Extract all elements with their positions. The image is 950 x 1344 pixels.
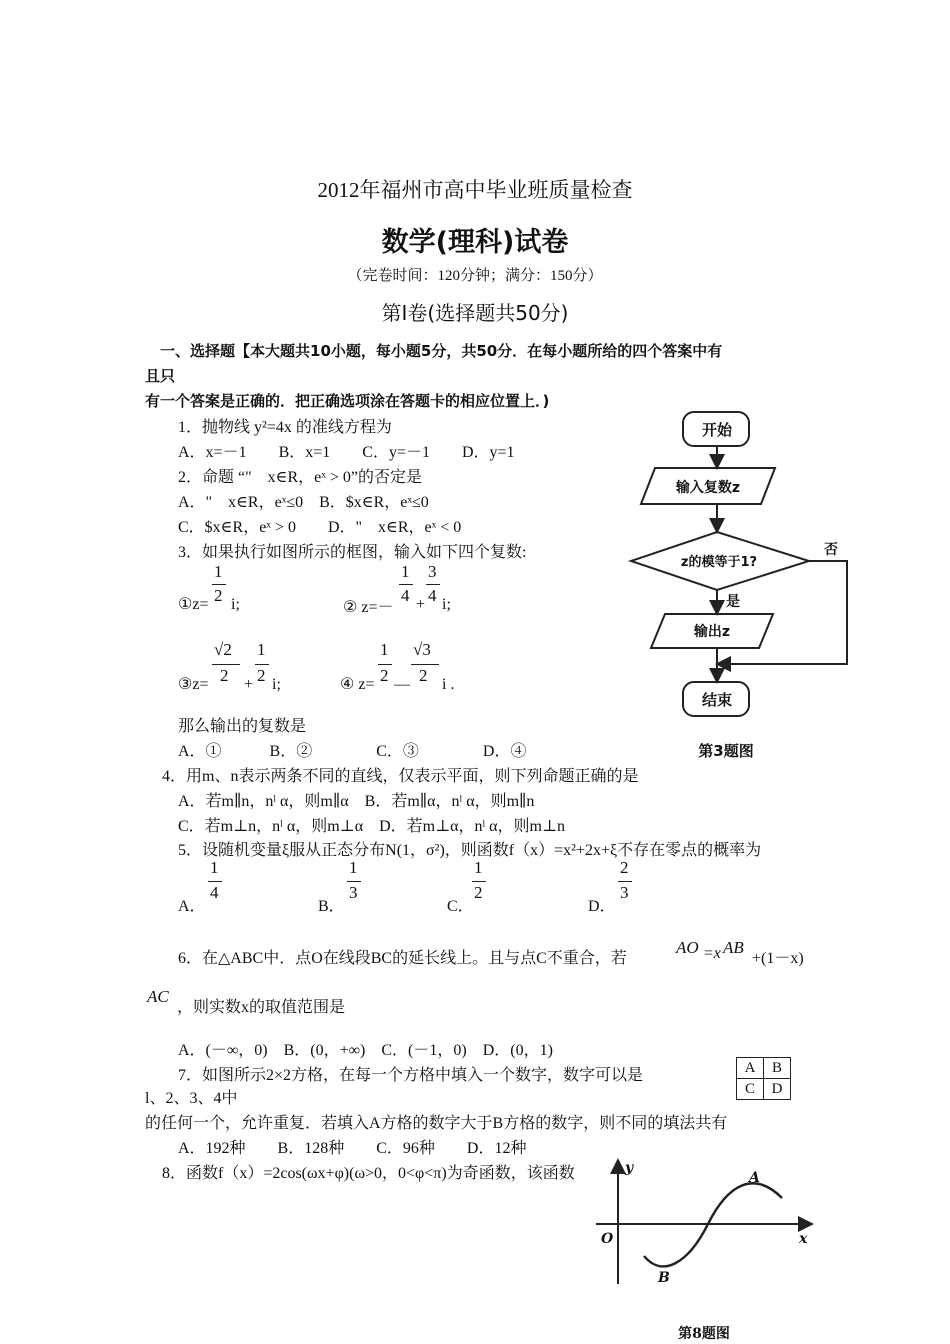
paper-title: 数学(理科)试卷 <box>381 227 569 258</box>
q3-c4-tail: i . <box>442 676 455 693</box>
q3-c4-num2: √3 <box>413 640 431 659</box>
q3-c2-bar2 <box>426 584 440 585</box>
exam-title: 2012年福州市高中毕业班质量检查 <box>317 178 633 202</box>
q6-tail: +(1－x) <box>752 950 804 967</box>
q3-c3-den2: 2 <box>257 666 266 685</box>
q6-stem-2: ，则实数x的取值范围是 <box>177 999 346 1016</box>
q3-choice-2: ② z=－ <box>343 599 394 616</box>
q3-c2-num2: 3 <box>428 562 437 581</box>
q3-c2-tail: i; <box>442 596 451 613</box>
q2-options-ab: A．" x∈R，eˣ≤0 B．$x∈R，eˣ≤0 <box>178 494 429 511</box>
q6-vector-ab: AB <box>723 938 744 957</box>
q3-c3-tail: i; <box>272 676 281 693</box>
q5-option-a: A． <box>178 898 206 915</box>
q8-caption: 第8题图 <box>678 1326 730 1342</box>
q7-cell-b: B <box>764 1058 791 1079</box>
q8-stem: 8．函数f（x）=2cos(ωx+φ)(ω>0，0<φ<π)为奇函数，该函数 <box>162 1165 575 1182</box>
q2-options-cd: C．$x∈R，eˣ > 0 D．" x∈R，eˣ < 0 <box>178 519 462 536</box>
q3-c3-num2: 1 <box>257 640 266 659</box>
q4-options-cd: C．若m⊥n，nˡ α，则m⊥α D．若m⊥α，nˡ α，则m⊥n <box>178 818 566 835</box>
q7-grid <box>736 1057 791 1100</box>
q5-a-num: 1 <box>210 858 219 877</box>
q3-choice-1: ①z= <box>178 596 209 613</box>
q3-c4-bar2 <box>411 664 439 665</box>
q3-stem: 3．如果执行如图所示的框图，输入如下四个复数: <box>178 544 527 561</box>
q3-c4-den1: 2 <box>380 666 389 685</box>
q8-point-a-label: A <box>749 1170 760 1186</box>
q7-stem-2: 的任何一个，允许重复．若填入A方格的数字大于B方格的数字，则不同的填法共有 <box>145 1115 728 1132</box>
flow-output-label: 输出z <box>693 624 731 640</box>
q5-option-d: D． <box>588 898 616 915</box>
q4-options-ab: A．若m∥n，nˡ α，则m∥α B．若m∥α，nˡ α，则m∥n <box>178 793 535 810</box>
q6-vector-ao: AO <box>676 938 699 957</box>
section-line-1: 一、选择题【本大题共10小题，每小题5分，共50分．在每小题所给的四个答案中有 <box>160 342 723 360</box>
q3-c4-den2: 2 <box>419 666 428 685</box>
q3-options: A．① B．② C．③ D．④ <box>178 743 527 760</box>
q5-option-b: B． <box>318 898 345 915</box>
flow-no-label: 否 <box>824 542 838 558</box>
time-note: （完卷时间：120分钟；满分：150分） <box>347 268 603 284</box>
q6-vector-ac: AC <box>147 987 169 1006</box>
q1-stem: 1．抛物线 y²=4x 的准线方程为 <box>178 419 392 436</box>
q3-c1-tail: i; <box>231 596 240 613</box>
q5-stem: 5．设随机变量ξ服从正态分布N(1，σ²)，则函数f（x）=x²+2x+ξ不存在零点的概率为 <box>178 842 762 859</box>
section-line-3: 有一个答案是正确的．把正确选项涂在答题卡的相应位置上．) <box>145 392 550 410</box>
q3-c2-den1: 4 <box>401 586 410 605</box>
q8-origin-label: O <box>601 1231 614 1247</box>
flow-decision-label: z的模等于1? <box>680 555 758 570</box>
q5-b-den: 3 <box>349 883 358 902</box>
q7-cell-c: C <box>737 1079 764 1100</box>
q7-cell-a: A <box>737 1058 764 1079</box>
q3-question: 那么输出的复数是 <box>178 718 307 735</box>
part-title: 第Ⅰ卷(选择题共50分) <box>381 301 569 325</box>
q7-options: A．192种 B．128种 C．96种 D．12种 <box>178 1140 527 1157</box>
q5-b-num: 1 <box>349 858 358 877</box>
section-line-2: 且只 <box>145 367 176 385</box>
q1-options: A．x=－1 B．x=1 C．y=－1 D．y=1 <box>178 444 515 461</box>
q7-stem-b: l、2、3、4中 <box>145 1090 238 1107</box>
q3-c2-num1: 1 <box>401 562 410 581</box>
q5-c-bar <box>472 881 486 882</box>
q6-eq-x: =x <box>703 945 721 962</box>
q3-c2-bar1 <box>399 584 413 585</box>
q3-c1-den: 2 <box>214 586 223 605</box>
q3-c4-num1: 1 <box>380 640 389 659</box>
q3-c4-bar1 <box>378 664 392 665</box>
q5-c-den: 2 <box>474 883 483 902</box>
q3-c3-bar2 <box>255 664 269 665</box>
q2-stem: 2．命题 “" x∈R，eˣ > 0”的否定是 <box>178 469 423 486</box>
q4-stem: 4．用m、n表示两条不同的直线，仅表示平面，则下列命题正确的是 <box>162 768 639 785</box>
q3-choice-3: ③z= <box>178 676 209 693</box>
q7-stem: 7．如图所示2×2方格，在每一个方格中填入一个数字，数字可以是 <box>178 1067 644 1084</box>
q3-c3-plus: + <box>244 676 254 693</box>
q5-a-den: 4 <box>210 883 219 902</box>
q3-c2-plus: + <box>416 596 426 613</box>
q8-graph-figure <box>592 1152 822 1342</box>
flowchart-figure <box>625 402 855 767</box>
q3-c1-bar <box>212 584 226 585</box>
q5-d-num: 2 <box>620 858 629 877</box>
q7-cell-d: D <box>764 1079 791 1100</box>
flow-end-label: 结束 <box>701 691 733 709</box>
flow-yes-label: 是 <box>726 594 740 610</box>
flow-start-label: 开始 <box>701 421 733 439</box>
q3-c1-num: 1 <box>214 562 223 581</box>
q6-options: A．(－∞，0) B．(0，+∞) C．(－1，0) D．(0，1) <box>178 1042 553 1059</box>
flow-caption: 第3题图 <box>698 742 754 760</box>
q3-c3-bar1 <box>212 664 240 665</box>
q8-y-label: y <box>625 1160 634 1176</box>
q3-c3-num1: √2 <box>214 640 232 659</box>
q5-a-bar <box>208 881 222 882</box>
q3-c3-den1: 2 <box>220 666 229 685</box>
flow-input-label: 输入复数z <box>675 480 741 496</box>
q8-x-label: x <box>799 1231 808 1247</box>
q5-c-num: 1 <box>474 858 483 877</box>
q5-option-c: C． <box>447 898 474 915</box>
q5-d-bar <box>618 881 632 882</box>
q6-stem: 6．在△ABC中．点O在线段BC的延长线上。且与点C不重合，若 <box>178 950 627 967</box>
q3-c4-minus: — <box>394 676 410 693</box>
q8-point-b-label: B <box>658 1270 670 1286</box>
q3-c2-den2: 4 <box>428 586 437 605</box>
q3-choice-4: ④ z= <box>340 676 375 693</box>
q5-d-den: 3 <box>620 883 629 902</box>
q5-b-bar <box>347 881 361 882</box>
